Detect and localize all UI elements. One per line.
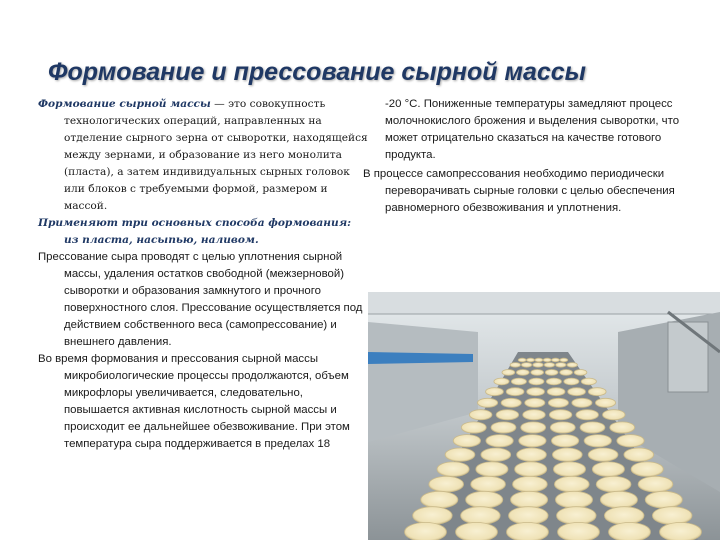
cheese-wheel xyxy=(588,448,618,461)
cheese-wheel xyxy=(502,370,515,376)
cheese-wheel xyxy=(507,523,549,540)
cheese-wheel xyxy=(476,462,508,477)
cheese-wheel xyxy=(552,358,560,362)
cheese-wheel xyxy=(545,370,558,376)
cheese-wheel xyxy=(592,462,624,477)
cheese-wheel xyxy=(584,435,611,447)
cheese-wheel xyxy=(560,370,573,376)
cheese-wheel xyxy=(501,398,521,407)
cheese-wheel xyxy=(429,476,464,492)
cheese-wheel xyxy=(580,422,605,433)
paragraph-definition xyxy=(38,96,368,215)
cheese-wheel xyxy=(445,448,475,461)
cheese-wheel xyxy=(543,358,551,362)
cheese-wheel xyxy=(509,507,549,525)
cheese-wheel xyxy=(610,422,635,433)
left-blue-rail xyxy=(368,352,473,364)
cheese-wheel xyxy=(557,507,597,525)
page-title: Формование и прессование сырной массы xyxy=(48,58,587,86)
cheese-wheel xyxy=(486,388,504,396)
cheese-wheel xyxy=(548,398,568,407)
cheese-wheel xyxy=(521,363,531,368)
cheese-wheel xyxy=(564,378,579,385)
left-column xyxy=(38,96,368,453)
cheese-wheel xyxy=(645,491,682,508)
cheese-wheel xyxy=(517,448,547,461)
cheese-wheel xyxy=(494,378,509,385)
cheese-wheel xyxy=(558,523,600,540)
cheese-wheel xyxy=(576,410,599,420)
cheese-factory-photo xyxy=(368,292,720,540)
cheese-wheel xyxy=(515,462,547,477)
cheese-wheel xyxy=(529,378,544,385)
cheese-wheel xyxy=(581,378,596,385)
cheese-wheel xyxy=(596,476,631,492)
cheese-wheel xyxy=(554,476,589,492)
cheese-wheel xyxy=(466,491,503,508)
cheese-wheel xyxy=(631,462,663,477)
cheese-wheel xyxy=(513,476,548,492)
cheese-wheel xyxy=(567,363,577,368)
cheese-wheel xyxy=(638,476,673,492)
cheese-wheel xyxy=(660,523,702,540)
cheese-wheel xyxy=(533,363,543,368)
cheese-wheel xyxy=(471,476,506,492)
cheese-wheel xyxy=(544,363,554,368)
cheese-wheel xyxy=(486,435,513,447)
cheese-wheel xyxy=(461,422,486,433)
cheese-wheel xyxy=(551,435,578,447)
cheese-wheel xyxy=(546,378,561,385)
cheese-wheel xyxy=(552,448,582,461)
cheese-wheel xyxy=(525,398,545,407)
term-forming: Формование сырной массы xyxy=(38,98,211,110)
paragraph-temperature: -20 °С. Пониженные температуры замедляют процесс молочнокислого брожения и выделения сыворотки, что может отрицательно сказаться на качестве готового продукта. xyxy=(385,98,680,161)
right-press-unit xyxy=(668,322,708,392)
cheese-wheel xyxy=(553,462,585,477)
cheese-wheel xyxy=(527,388,545,396)
cheese-wheel xyxy=(560,358,568,362)
right-column xyxy=(363,96,685,217)
cheese-wheel xyxy=(568,388,586,396)
cheese-wheel xyxy=(506,388,524,396)
cheese-wheel xyxy=(604,507,644,525)
cheese-wheel xyxy=(531,370,544,376)
paragraph-microbiology: Во время формования и прессования сырной массы микробиологические процессы продолжаются, объем микрофлоры увеличивается, следовательно, повышается активная кислотность сырной массы и происходит ее дальнейшее обезвоживание. При этом температура сыра поддерживается в пределах 18 xyxy=(38,353,350,450)
cheese-wheel xyxy=(600,491,637,508)
cheese-wheel xyxy=(469,410,492,420)
cheese-wheel xyxy=(550,422,575,433)
cheese-wheel xyxy=(478,398,498,407)
cheese-wheel xyxy=(547,388,565,396)
paragraph-pressing: Прессование сыра проводят с целью уплотнения сырной массы, удаления остатков свободной (межзерновой) сыворотки и образования замкнутого и прочного поверхностного слоя. Прессование осуществляется под действием собственного веса (самопрессование) и внешнего давления. xyxy=(38,251,363,348)
definition-text: — это совокупность технологических операций, направленных на отделение сырного зерна от сыворотки, находящейся между зернами, и образование из него монолита (пласта), а затем индивидуальных сырных головок или блоков с требуемыми формой, размером и массой. xyxy=(64,98,368,212)
cheese-wheel xyxy=(437,462,469,477)
cheese-wheel xyxy=(510,363,520,368)
cheese-wheel xyxy=(603,410,626,420)
cheese-wheel xyxy=(572,398,592,407)
cheese-wheel xyxy=(456,523,498,540)
paragraph-methods: Применяют три основных способа формования: из пласта, насыпью, наливом. xyxy=(38,217,352,246)
cheese-wheel xyxy=(617,435,644,447)
cheese-wheel xyxy=(511,491,548,508)
cheese-wheel xyxy=(556,363,566,368)
cheese-wheel xyxy=(588,388,606,396)
paragraph-self-pressing: В процессе самопрессования необходимо периодически переворачивать сырные головки с целью обеспечения равномерного обезвоживания и уплотнения. xyxy=(363,168,675,214)
cheese-wheel xyxy=(624,448,654,461)
cheese-wheel xyxy=(413,507,453,525)
cheese-wheel xyxy=(595,398,615,407)
cheese-wheel xyxy=(549,410,572,420)
ceiling xyxy=(368,292,720,314)
cheese-wheel xyxy=(421,491,458,508)
cheese-wheel xyxy=(481,448,511,461)
cheese-wheel xyxy=(609,523,651,540)
cheese-wheel xyxy=(511,378,526,385)
cheese-wheel xyxy=(461,507,501,525)
cheese-wheel xyxy=(496,410,519,420)
cheese-wheel xyxy=(518,358,526,362)
cheese-wheel xyxy=(453,435,480,447)
cheese-wheel xyxy=(516,370,529,376)
cheese-wheel xyxy=(574,370,587,376)
cheese-wheel xyxy=(523,410,546,420)
cheese-wheel xyxy=(405,523,447,540)
cheese-factory-image xyxy=(368,292,720,540)
cheese-wheel xyxy=(555,491,592,508)
cheese-wheel xyxy=(491,422,516,433)
cheese-wheel xyxy=(527,358,535,362)
cheese-wheel xyxy=(519,435,546,447)
cheese-wheel xyxy=(521,422,546,433)
cheese-wheel xyxy=(535,358,543,362)
cheese-wheel xyxy=(652,507,692,525)
